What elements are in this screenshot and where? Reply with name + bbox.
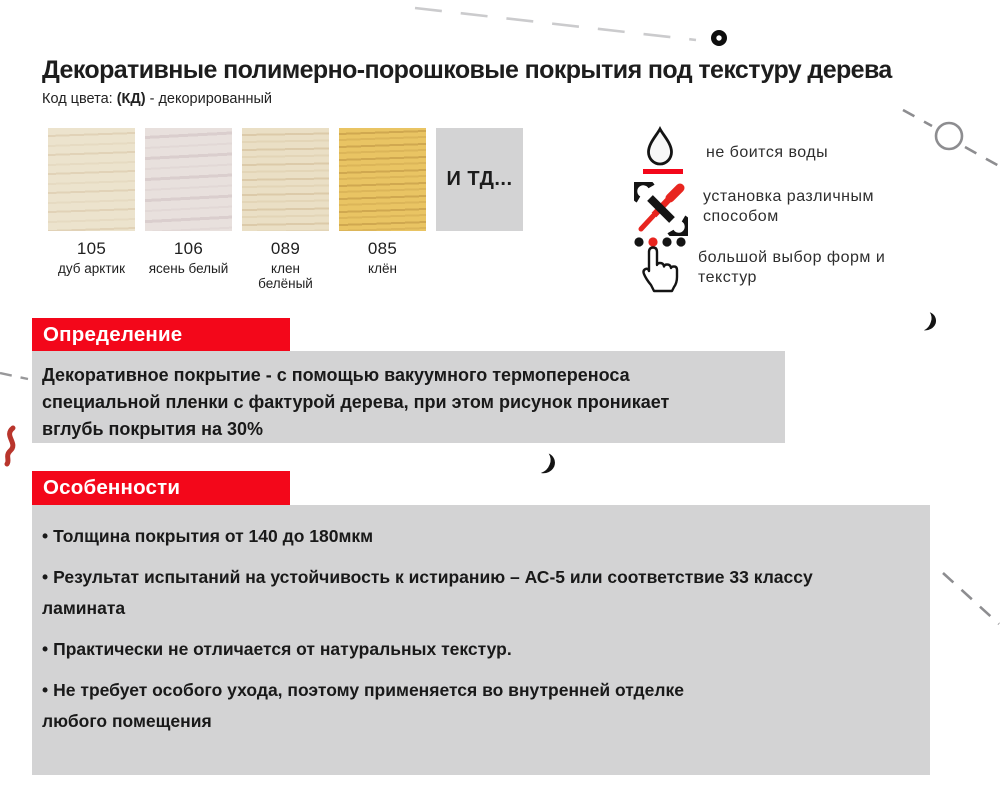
bullet-item: • Практически не отличается от натуральных текстур. [42,639,512,659]
header [42,56,962,107]
swatch-name: клен белёный [258,261,313,291]
definition-line: вглубь покрытия на 30% [42,419,264,439]
definition-body [32,351,785,443]
swatch-name: дуб арктик [58,261,125,276]
swatch-code: 085 [367,239,398,258]
comma-ornament [541,453,558,476]
page-title: Декоративные полимерно-порошковые покрытия под текстуру дерева [42,56,892,84]
swatch-code: 105 [76,239,107,258]
comma-ornament [924,312,938,333]
bullet-item: • Толщина покрытия от 140 до 180мкм [42,526,374,546]
wood-sample-image [48,128,135,231]
swatch-code: 106 [173,239,204,258]
swatch-code: 089 [270,239,301,258]
ring-dot [711,30,727,46]
swatch-row [48,128,523,291]
bullet-item: • Не требует особого ухода, поэтому применяется во внутренней отделке любого помещения [42,680,684,731]
properties-body [32,505,930,775]
swatch-name: ясень белый [148,261,229,276]
properties-heading: Особенности [32,471,290,505]
water-drop-icon [645,126,675,168]
etc-box: И ТД... [436,128,523,231]
definition-line: Декоративное покрытие - с помощью вакуумного термопереноса [42,365,630,385]
wood-sample-image [145,128,232,231]
swatch-105 [48,128,135,291]
color-code-note: Код цвета: (КД) - декорированный [42,91,272,107]
feature-label: установка различным способом [703,188,875,225]
left-dash [0,373,28,379]
feature-label: большой выбор форм и текстур [698,249,886,286]
wood-sample-image [242,128,329,231]
wood-sample-image [339,128,426,231]
hand-choice-icon [633,235,691,293]
topright-dash [903,110,932,126]
swatch-name: клён [368,261,397,276]
swatch-089 [242,128,329,291]
top-dashed-line [415,8,696,40]
swatch-etc [436,128,523,291]
right-dash [943,573,999,624]
swatch-085 [339,128,426,291]
definition-line: специальной пленки с фактурой дерева, при этом рисунок проникает [42,392,670,412]
feature-label: не боится воды [706,144,829,161]
swatch-106 [145,128,232,291]
red-squiggle [7,428,13,464]
bullet-item: • Результат испытаний на устойчивость к истиранию – АС-5 или соответствие 33 классу ламината [42,567,813,618]
tools-icon [634,182,688,236]
definition-heading: Определение [32,318,290,351]
red-underline [643,169,683,174]
